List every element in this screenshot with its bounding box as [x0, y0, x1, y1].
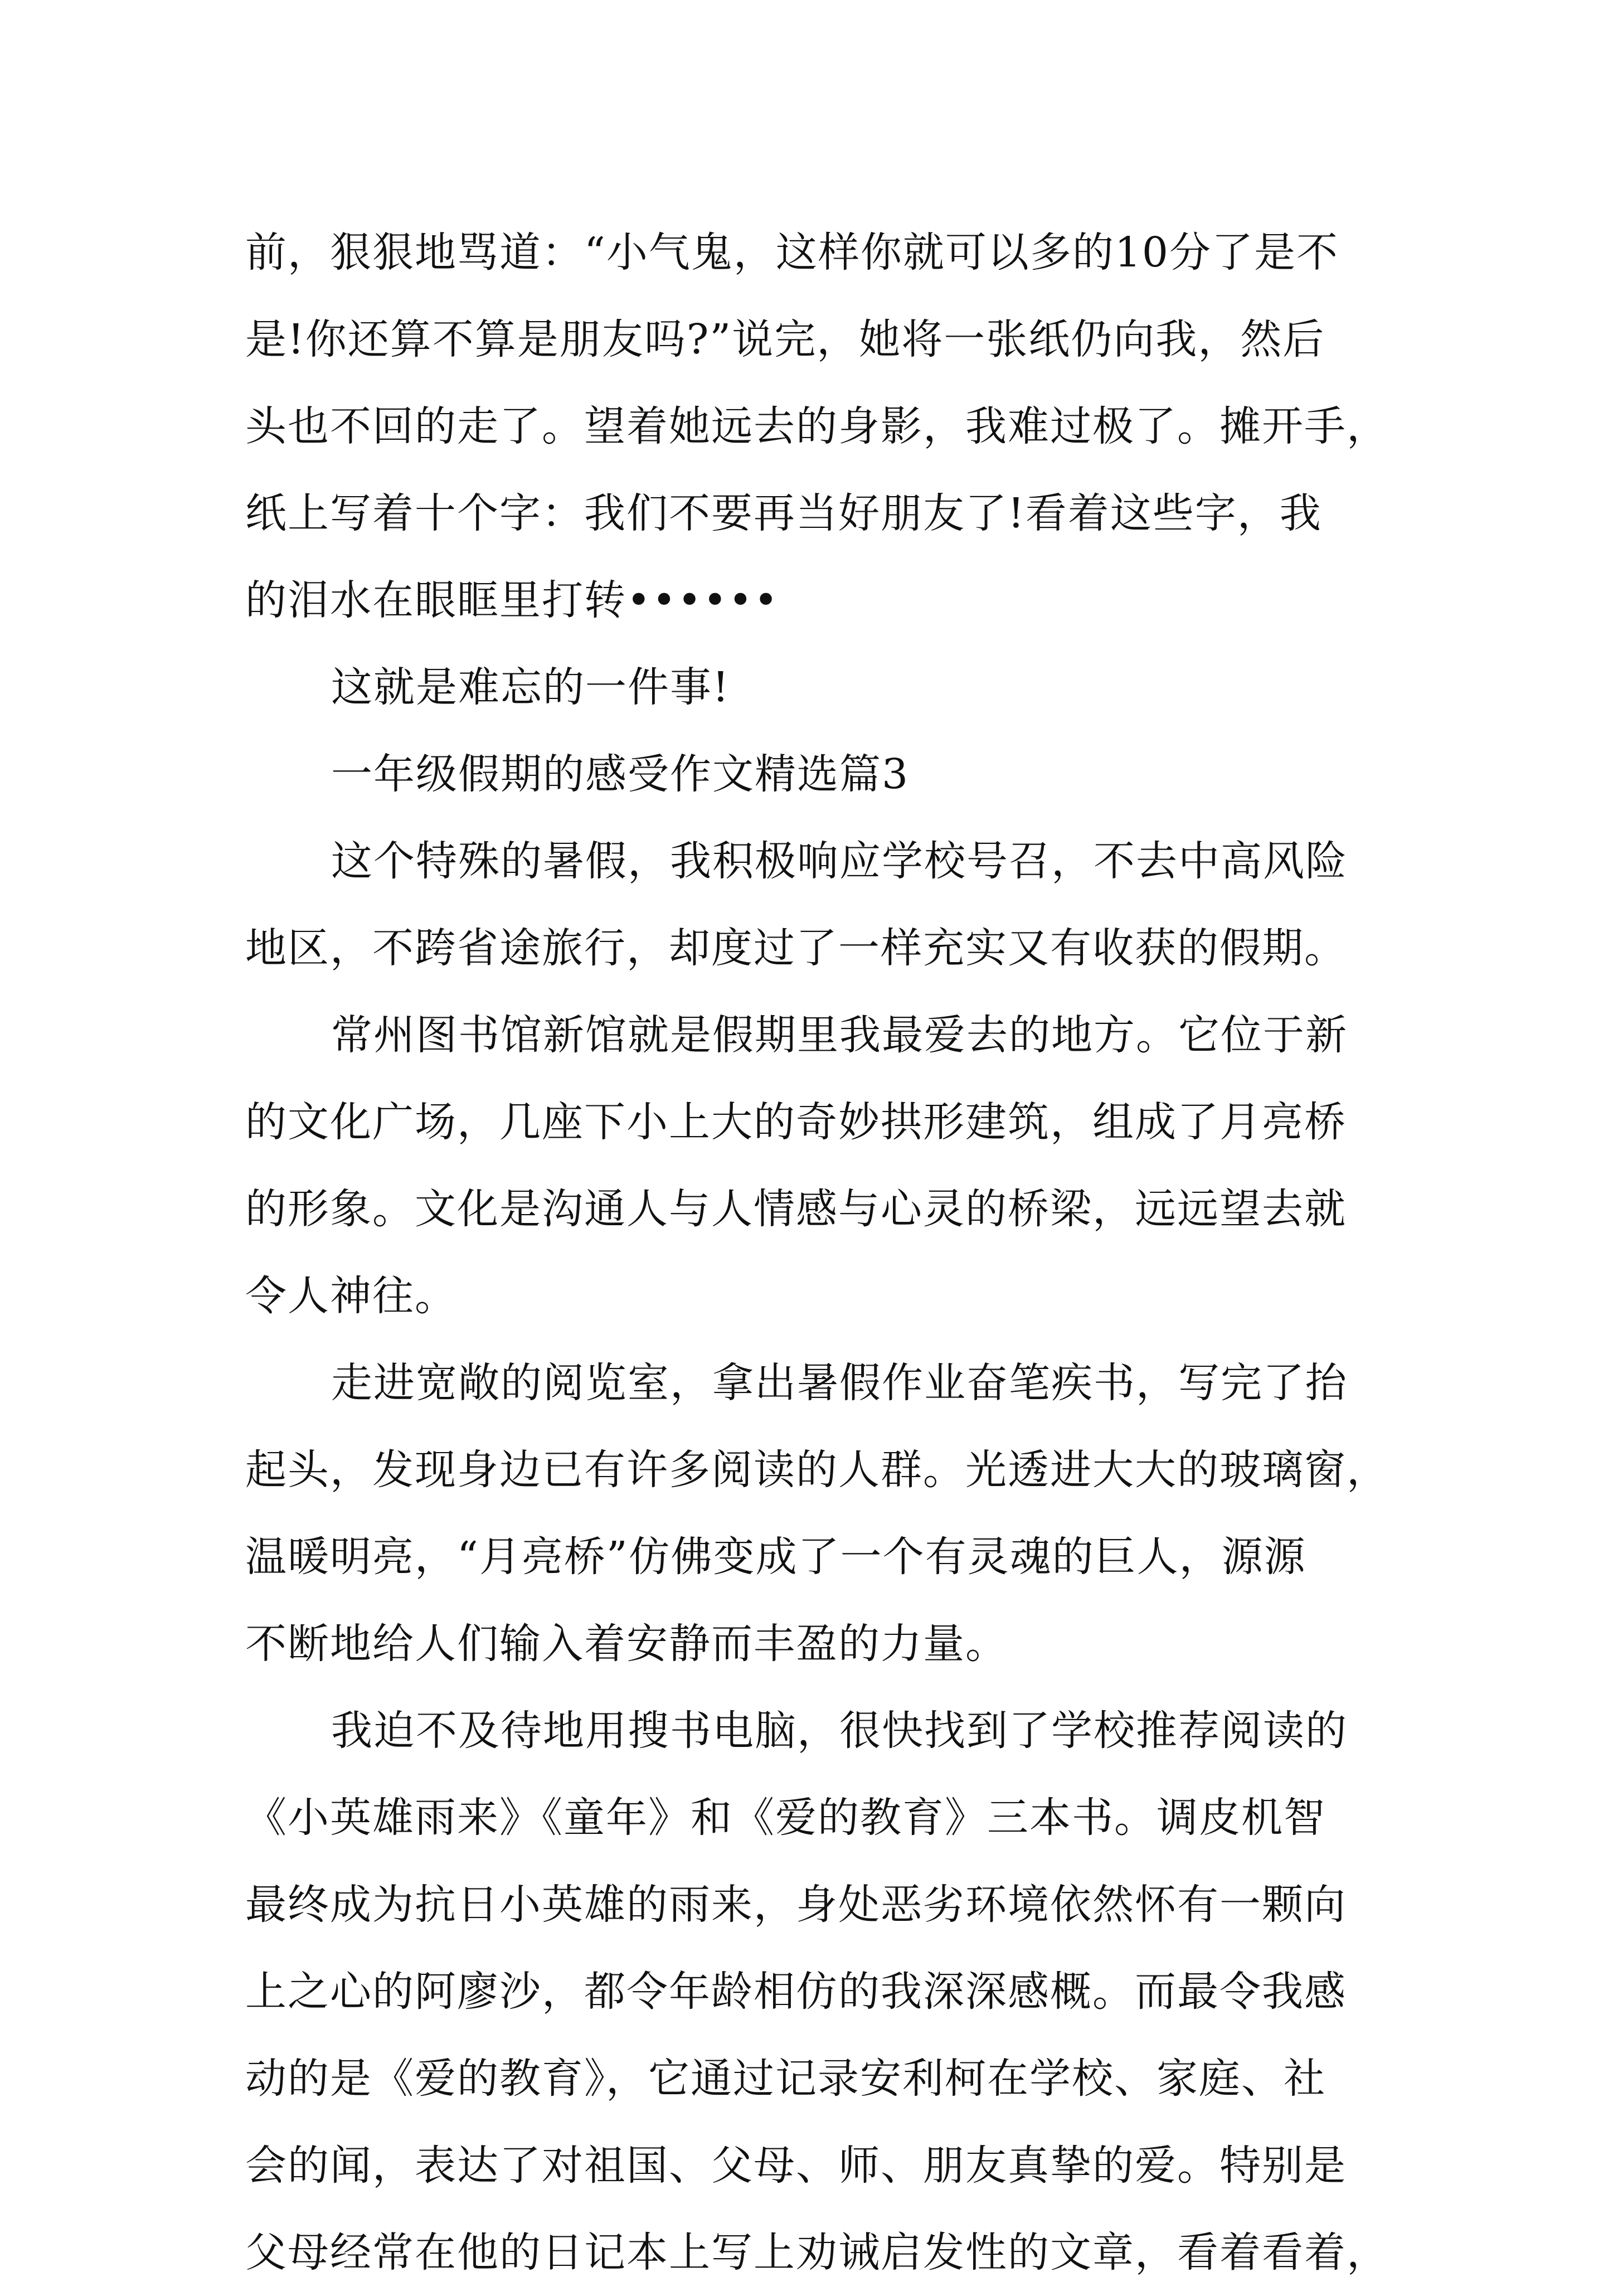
text-line: 地区，不跨省途旅行，却度过了一样充实又有收获的假期。 [245, 924, 1347, 972]
body-text [245, 209, 1389, 2296]
text-line: 起头，发现身边已有许多阅读的人群。光透进大大的玻璃窗， [245, 1446, 1389, 1494]
text-line: 走进宽敞的阅览室，拿出暑假作业奋笔疾书，写完了抬 [331, 1359, 1348, 1407]
text-line: 常州图书馆新馆就是假期里我最爱去的地方。它位于新 [331, 1011, 1348, 1059]
text-line: 的文化广场，几座下小上大的奇妙拱形建筑，组成了月亮桥 [245, 1098, 1347, 1146]
section-heading: 一年级假期的感受作文精选篇3 [331, 750, 910, 798]
text-line: 动的是《爱的教育》，它通过记录安利柯在学校、家庭、社 [245, 2055, 1326, 2103]
text-line: 是!你还算不算是朋友吗?”说完，她将一张纸仍向我，然后 [245, 315, 1325, 363]
text-line: 令人神往。 [245, 1272, 457, 1320]
text-line: 最终成为抗日小英雄的雨来，身处恶劣环境依然怀有一颗向 [245, 1881, 1347, 1929]
text-line: 温暖明亮，“月亮桥”仿佛变成了一个有灵魂的巨人，源源 [245, 1533, 1306, 1581]
text-line: 的泪水在眼眶里打转•••••• [245, 576, 779, 624]
text-line: 上之心的阿廖沙，都令年龄相仿的我深深感概。而最令我感 [245, 1968, 1347, 2016]
text-line: 的形象。文化是沟通人与人情感与心灵的桥梁，远远望去就 [245, 1185, 1347, 1233]
text-line: 会的闻，表达了对祖国、父母、师、朋友真挚的爱。特别是 [245, 2142, 1347, 2190]
text-line: 不断地给人们输入着安静而丰盈的力量。 [245, 1620, 1008, 1668]
text-line: 我迫不及待地用搜书电脑，很快找到了学校推荐阅读的 [331, 1707, 1348, 1755]
text-line: 头也不回的走了。望着她远去的身影，我难过极了。摊开手， [245, 402, 1389, 450]
text-line: 这个特殊的暑假，我积极响应学校号召，不去中高风险 [331, 837, 1348, 885]
text-line: 这就是难忘的一件事! [331, 663, 730, 711]
text-line: 纸上写着十个字：我们不要再当好朋友了!看着这些字，我 [245, 489, 1322, 537]
text-line: 前，狠狠地骂道：“小气鬼，这样你就可以多的10分了是不 [245, 229, 1339, 276]
text-line: 《小英雄雨来》《童年》和《爱的教育》三本书。调皮机智 [245, 1794, 1326, 1842]
text-line: 父母经常在他的日记本上写上劝诫启发性的文章，看着看着， [245, 2229, 1389, 2276]
